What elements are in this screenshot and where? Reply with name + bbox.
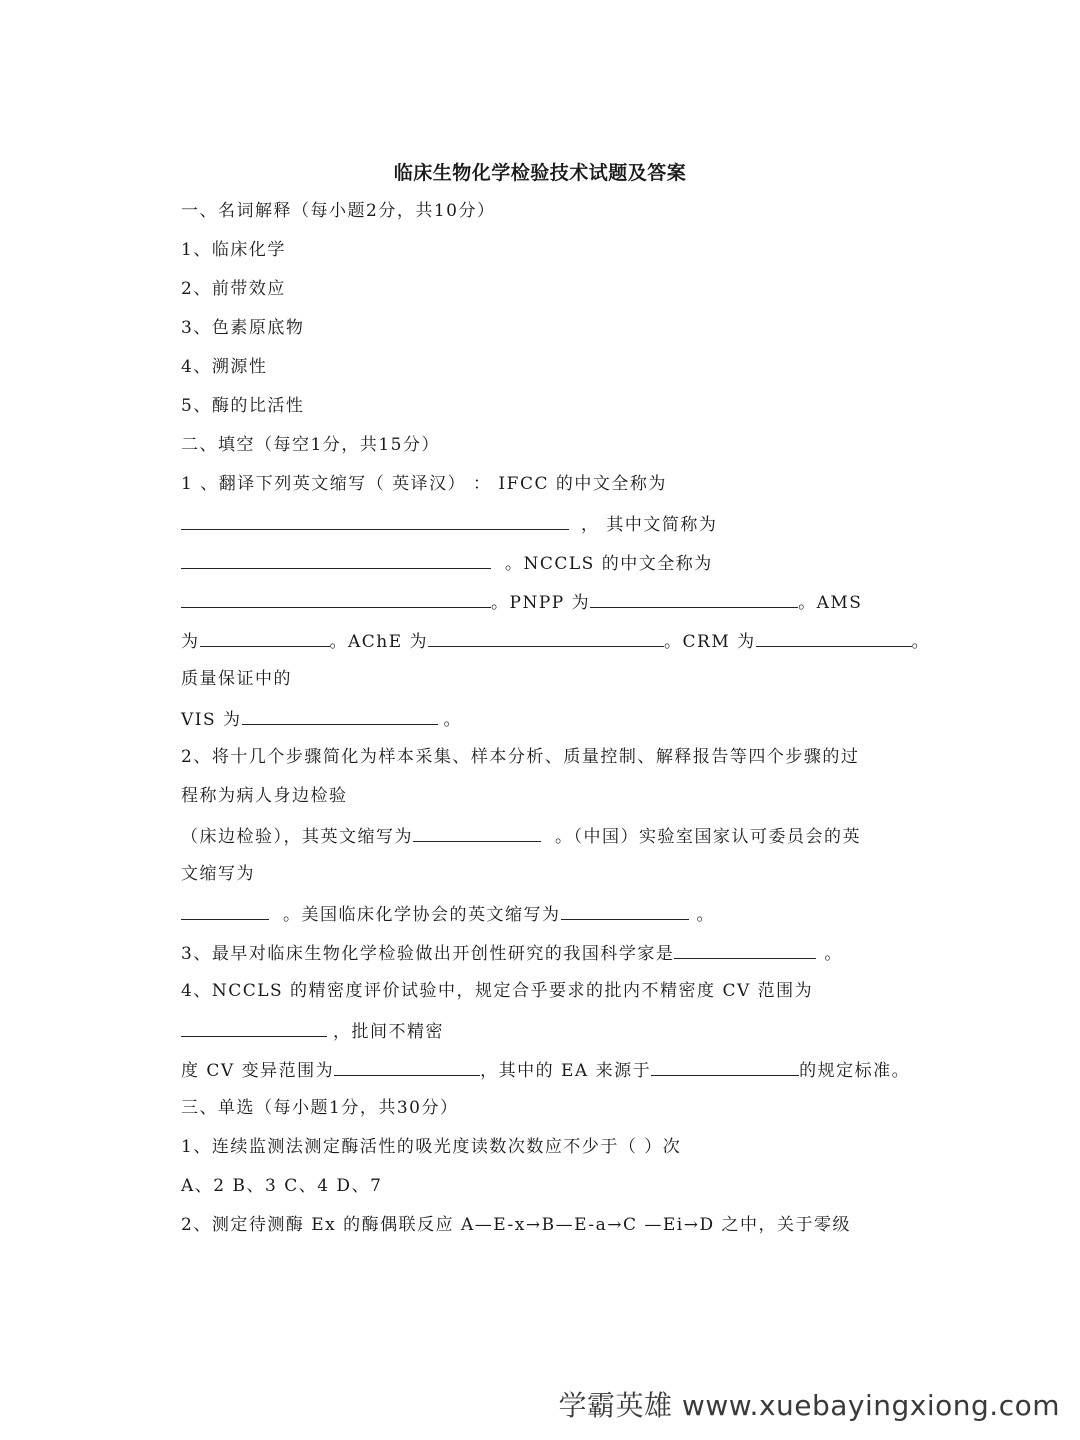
- fill-q4-line3: 度 CV 变异范围为 ，其中的 EA 来源于 的规定标准。: [181, 1057, 910, 1081]
- answer-blank[interactable]: [334, 1057, 480, 1076]
- fill-q2-line2: 程称为病人身边检验: [181, 786, 348, 806]
- fill-q1-line6: 质量保证中的: [181, 669, 292, 689]
- fill-q1-line3: 。NCCLS 的中文全称为: [181, 550, 713, 574]
- mc-q2: 2、测定待测酶 Ex 的酶偶联反应 A—E-x→B—E-a→C —Ei→D 之中，关于零级: [181, 1215, 851, 1235]
- fill-q2-line4: 文缩写为: [181, 864, 255, 884]
- answer-blank[interactable]: [181, 511, 569, 530]
- answer-blank[interactable]: [413, 823, 541, 842]
- mc-q1: 1、连续监测法测定酶活性的吸光度读数次数应不少于（ ）次: [181, 1137, 682, 1157]
- list-item: 1、临床化学: [181, 240, 286, 260]
- fill-q2-line5: 。美国临床化学协会的英文缩写为 。: [181, 901, 715, 925]
- answer-blank[interactable]: [181, 589, 491, 608]
- fill-q4-line2: ，批间不精密: [181, 1018, 444, 1042]
- section2-heading: 二、填空（每空1分，共15分）: [181, 435, 440, 455]
- fill-q1-line1: 1 、翻译下列英文缩写（ 英译汉） ： IFCC 的中文全称为: [181, 474, 667, 494]
- answer-blank[interactable]: [181, 550, 491, 569]
- answer-blank[interactable]: [200, 628, 330, 647]
- fill-q1-line4: 。PNPP 为 。AMS: [181, 589, 862, 613]
- fill-q4-line1: 4、NCCLS 的精密度评价试验中，规定合乎要求的批内不精密度 CV 范围为: [181, 981, 814, 1001]
- answer-blank[interactable]: [756, 628, 912, 647]
- answer-blank[interactable]: [590, 589, 798, 608]
- answer-blank[interactable]: [674, 940, 816, 959]
- fill-q2-line1: 2、将十几个步骤简化为样本采集、样本分析、质量控制、解释报告等四个步骤的过: [181, 747, 860, 767]
- list-item: 2、前带效应: [181, 279, 286, 299]
- answer-blank[interactable]: [181, 1018, 327, 1037]
- fill-q2-line3: （床边检验），其英文缩写为 。（中国）实验室国家认可委员会的英: [181, 823, 861, 847]
- list-item: 4、溯源性: [181, 357, 268, 377]
- answer-blank[interactable]: [561, 901, 689, 920]
- answer-blank[interactable]: [242, 706, 438, 725]
- section3-heading: 三、单选（每小题1分，共30分）: [181, 1098, 459, 1118]
- document-title: 临床生物化学检验技术试题及答案: [393, 162, 687, 184]
- fill-q3: 3、最早对临床生物化学检验做出开创性研究的我国科学家是 。: [181, 940, 843, 964]
- fill-q1-line5: 为 。AChE 为 。CRM 为 。: [181, 628, 930, 652]
- fill-q1-line2: ， 其中文简称为: [181, 511, 717, 535]
- mc-q1-options: A、2 B、3 C、4 D、7: [181, 1176, 383, 1196]
- answer-blank[interactable]: [428, 628, 664, 647]
- answer-blank[interactable]: [181, 901, 269, 920]
- answer-blank[interactable]: [651, 1057, 799, 1076]
- fill-q1-line7: VIS 为 。: [181, 706, 462, 730]
- site-watermark: 学霸英雄 www.xuebayingxiong.com: [558, 1389, 1060, 1422]
- list-item: 5、酶的比活性: [181, 396, 305, 416]
- list-item: 3、色素原底物: [181, 318, 305, 338]
- section1-heading: 一、名词解释（每小题2分，共10分）: [181, 201, 496, 221]
